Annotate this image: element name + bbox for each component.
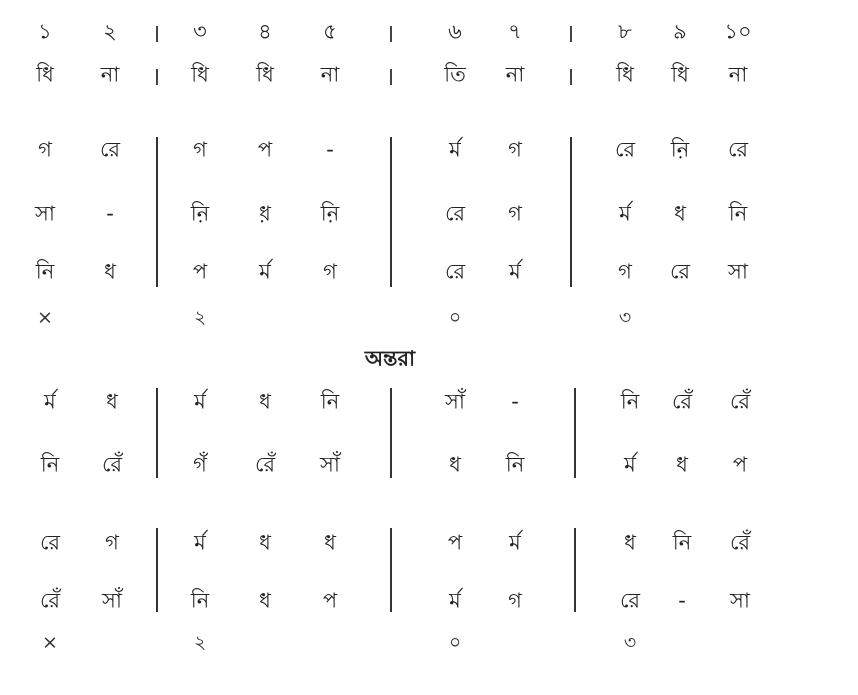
note-cell: রে [614,137,636,162]
beat-number: ৮ [618,19,632,44]
division-line [156,137,158,287]
beat-number: ১০ [724,19,752,44]
beat-number: ৭ [508,19,522,44]
note-cell: র্ম [449,137,461,162]
note-cell: র্ম [259,259,271,284]
note-cell: ধ [259,389,271,414]
note-cell: রেঁ [729,389,751,414]
note-cell: নি [728,201,748,226]
note-cell: ন়ি [320,201,340,226]
note-cell: রে [444,259,466,284]
division-line [156,528,158,612]
note-cell: রে [99,137,121,162]
bol-syllable: না [505,62,525,87]
division-line [574,528,576,612]
note-cell: ধ [676,452,688,477]
note-cell: রে [669,259,691,284]
note-cell: রে [619,588,641,613]
note-cell: প [447,530,463,555]
note-cell: নি [320,389,340,414]
note-cell: - [326,137,334,162]
note-cell: সাঁ [102,588,122,613]
note-cell: গ [38,137,52,162]
header-divider [390,26,392,42]
taali-mark: ০ [448,631,462,654]
note-cell: রে [444,201,466,226]
division-line [390,137,392,287]
note-cell: ধ় [259,201,271,226]
header-divider [570,69,572,85]
note-cell: গঁ [193,452,207,477]
header-divider [390,69,392,85]
note-cell: নি [40,452,60,477]
note-cell: ধ [624,530,636,555]
note-cell: রে [39,530,61,555]
note-cell: ধ [449,452,461,477]
beat-number: ১ [38,19,52,44]
note-cell: সাঁ [445,389,465,414]
note-cell: সা [728,259,748,284]
division-line [156,388,158,478]
beat-number: ২ [103,19,117,44]
note-cell: প [192,259,208,284]
note-cell: নি [190,588,210,613]
note-cell: প [732,452,748,477]
division-line [574,388,576,478]
taali-mark: ৩ [618,306,632,329]
note-cell: সাঁ [320,452,340,477]
note-cell: র্ম [619,201,631,226]
note-cell: রেঁ [39,588,61,613]
beat-number: ৬ [448,19,462,44]
beat-number: ৩ [193,19,207,44]
bol-syllable: ধি [191,62,209,87]
taali-mark: ২ [193,631,207,654]
header-divider [156,26,158,42]
note-cell: রেঁ [254,452,276,477]
note-cell: র্ম [509,530,521,555]
note-cell: র্ম [624,452,636,477]
note-cell: রেঁ [101,452,123,477]
note-cell: প [322,588,338,613]
division-line [570,137,572,287]
note-cell: ধ [674,201,686,226]
beat-number: ৯ [673,19,687,44]
note-cell: ন়ি [190,201,210,226]
note-cell: রেঁ [671,389,693,414]
taali-mark: ২ [193,306,207,329]
beat-number: ৪ [258,19,272,44]
note-cell: র্ম [194,389,206,414]
note-cell: ন়ি [670,137,690,162]
note-cell: গ [508,137,522,162]
taali-mark: × [37,306,53,329]
header-divider [570,26,572,42]
note-cell: র্ম [449,588,461,613]
note-cell: - [678,588,686,613]
note-cell: ধ [104,259,116,284]
note-cell: - [511,389,519,414]
note-cell: ধ [106,389,118,414]
bol-syllable: ধি [256,62,274,87]
division-line [390,388,392,478]
bol-syllable: ধি [671,62,689,87]
header-divider [156,69,158,85]
note-cell: গ [193,137,207,162]
note-cell: - [106,201,114,226]
bol-syllable: না [728,62,748,87]
taali-mark: ০ [448,306,462,329]
note-cell: ধ [259,530,271,555]
antara-title: অন্তরা [364,346,416,371]
note-cell: ধ [259,588,271,613]
note-cell: গ [618,259,632,284]
note-cell: রেঁ [729,530,751,555]
taali-mark: × [42,631,58,654]
note-cell: গ [508,201,522,226]
note-cell: গ [323,259,337,284]
bol-syllable: না [320,62,340,87]
bol-syllable: ধি [616,62,634,87]
bol-syllable: তি [444,62,466,87]
bol-syllable: ধি [36,62,54,87]
note-cell: সা [35,201,55,226]
note-cell: সা [730,588,750,613]
note-cell: নি [620,389,640,414]
note-cell: র্ম [194,530,206,555]
note-cell: গ [105,530,119,555]
beat-number: ৫ [323,19,337,44]
note-cell: নি [672,530,692,555]
note-cell: ধ [324,530,336,555]
note-cell: গ [508,588,522,613]
note-cell: র্ম [509,259,521,284]
note-cell: র্ম [44,389,56,414]
note-cell: নি [35,259,55,284]
division-line [390,528,392,612]
bol-syllable: না [100,62,120,87]
note-cell: নি [505,452,525,477]
taali-mark: ৩ [623,631,637,654]
note-cell: প [257,137,273,162]
note-cell: রে [727,137,749,162]
